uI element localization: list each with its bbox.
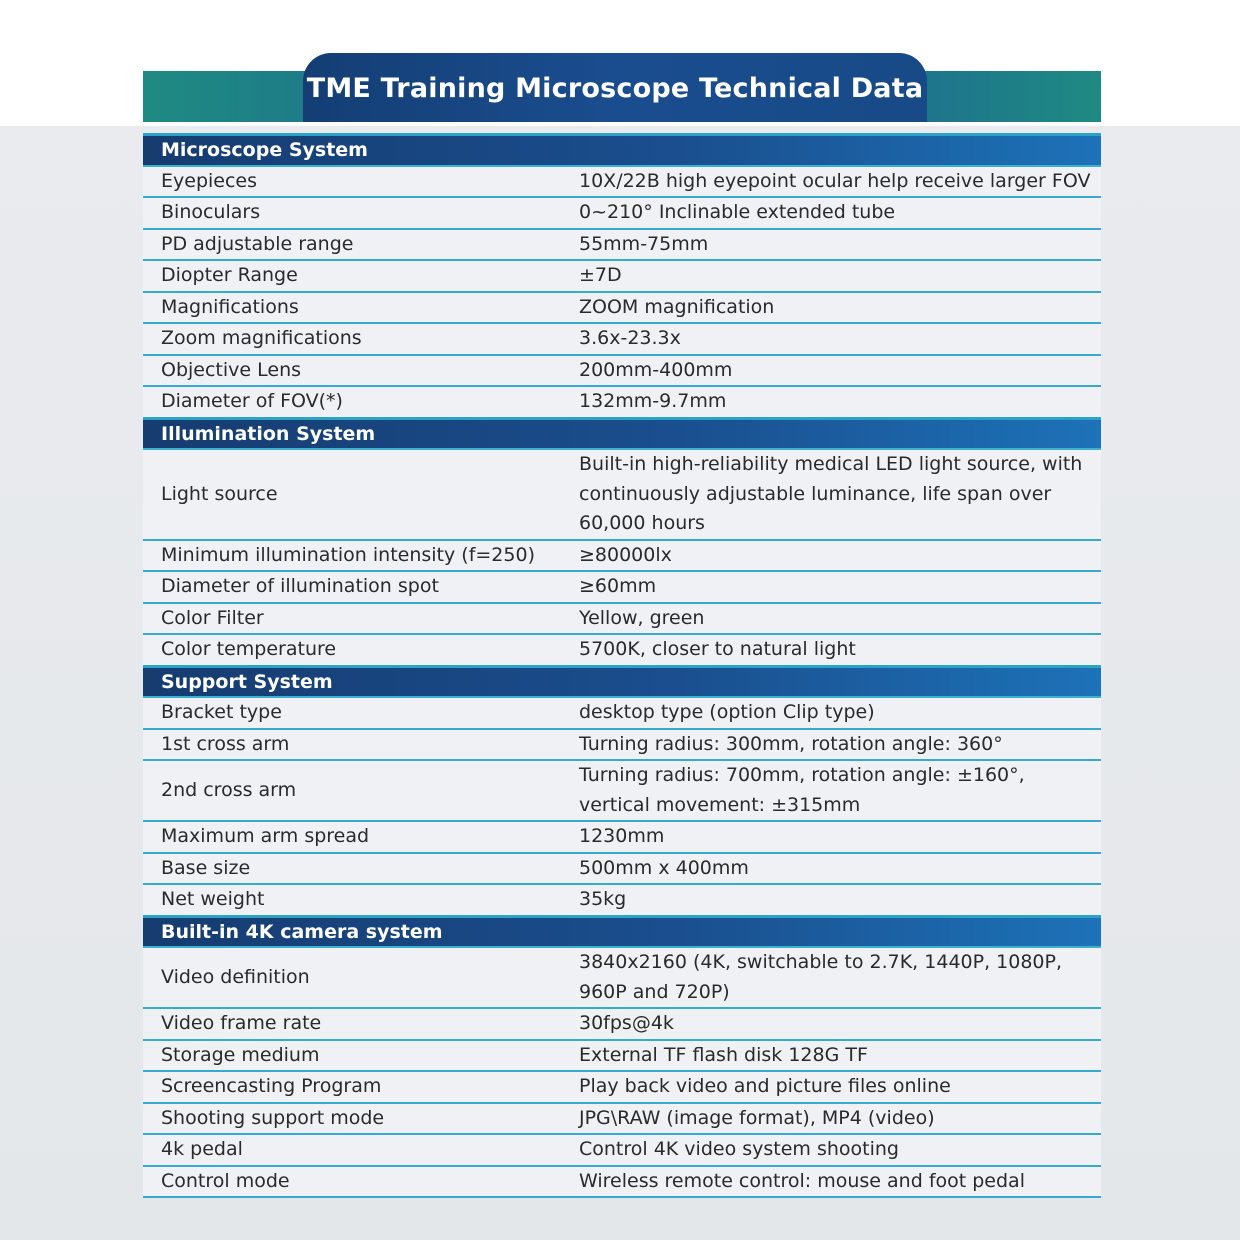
table-row	[143, 1040, 1101, 1072]
spec-value: Wireless remote control: mouse and foot pedal	[561, 1166, 1101, 1198]
spec-label: Screencasting Program	[143, 1071, 561, 1103]
section-title: Built-in 4K camera system	[143, 916, 1101, 947]
table-row	[143, 449, 1101, 540]
spec-label: Magnifications	[143, 292, 561, 324]
table-row	[143, 355, 1101, 387]
spec-value: 3.6x-23.3x	[561, 323, 1101, 355]
spec-value: 0~210° Inclinable extended tube	[561, 197, 1101, 229]
spec-label: Binoculars	[143, 197, 561, 229]
spec-label: Light source	[143, 449, 561, 540]
section-title: Illumination System	[143, 418, 1101, 449]
spec-label: Diameter of FOV(*)	[143, 386, 561, 418]
spec-value: Built-in high-reliability medical LED light source, with continuously adjustable luminance, life span over 60,000 hours	[561, 449, 1101, 540]
spec-value: 500mm x 400mm	[561, 853, 1101, 885]
table-row	[143, 386, 1101, 418]
spec-value: Turning radius: 300mm, rotation angle: 360°	[561, 729, 1101, 761]
table-row	[143, 760, 1101, 821]
spec-value: 55mm-75mm	[561, 229, 1101, 261]
spec-value: desktop type (option Clip type)	[561, 697, 1101, 729]
spec-label: Diopter Range	[143, 260, 561, 292]
spec-value: JPG\RAW (image format), MP4 (video)	[561, 1103, 1101, 1135]
spec-label: Net weight	[143, 884, 561, 916]
spec-value: External TF flash disk 128G TF	[561, 1040, 1101, 1072]
spec-label: Zoom magnifications	[143, 323, 561, 355]
spec-label: PD adjustable range	[143, 229, 561, 261]
spec-label: Eyepieces	[143, 166, 561, 198]
table-row	[143, 229, 1101, 261]
table-row	[143, 166, 1101, 198]
spec-label: Minimum illumination intensity (f=250)	[143, 540, 561, 572]
spec-label: Video frame rate	[143, 1008, 561, 1040]
table-row	[143, 540, 1101, 572]
table-row	[143, 1071, 1101, 1103]
spec-label: Objective Lens	[143, 355, 561, 387]
table-row	[143, 947, 1101, 1008]
section-title: Microscope System	[143, 135, 1101, 166]
spec-value: 10X/22B high eyepoint ocular help receive larger FOV	[561, 166, 1101, 198]
spec-label: Diameter of illumination spot	[143, 571, 561, 603]
spec-value: 3840x2160 (4K, switchable to 2.7K, 1440P, 1080P, 960P and 720P)	[561, 947, 1101, 1008]
spec-table	[143, 133, 1101, 1198]
table-row	[143, 697, 1101, 729]
table-row	[143, 1134, 1101, 1166]
spec-label: 4k pedal	[143, 1134, 561, 1166]
table-row	[143, 1103, 1101, 1135]
table-row	[143, 1166, 1101, 1198]
spec-value: 35kg	[561, 884, 1101, 916]
spec-value: Play back video and picture files online	[561, 1071, 1101, 1103]
spec-value: 30fps@4k	[561, 1008, 1101, 1040]
table-row	[143, 634, 1101, 666]
spec-value: 5700K, closer to natural light	[561, 634, 1101, 666]
table-row	[143, 853, 1101, 885]
table-row	[143, 884, 1101, 916]
spec-value: ZOOM magnification	[561, 292, 1101, 324]
spec-label: Color Filter	[143, 603, 561, 635]
spec-label: Maximum arm spread	[143, 821, 561, 853]
table-row	[143, 603, 1101, 635]
spec-value: Yellow, green	[561, 603, 1101, 635]
spec-label: Control mode	[143, 1166, 561, 1198]
section-header	[143, 135, 1101, 166]
table-row	[143, 292, 1101, 324]
table-row	[143, 197, 1101, 229]
table-row	[143, 821, 1101, 853]
spec-label: Shooting support mode	[143, 1103, 561, 1135]
section-header	[143, 916, 1101, 947]
table-row	[143, 323, 1101, 355]
spec-value: 132mm-9.7mm	[561, 386, 1101, 418]
page-title: TME Training Microscope Technical Data	[306, 73, 924, 104]
spec-value: ≥80000lx	[561, 540, 1101, 572]
spec-table-body	[143, 135, 1101, 1198]
spec-label: Bracket type	[143, 697, 561, 729]
spec-label: 1st cross arm	[143, 729, 561, 761]
table-row	[143, 729, 1101, 761]
table-row	[143, 571, 1101, 603]
spec-label: Base size	[143, 853, 561, 885]
spec-value: ≥60mm	[561, 571, 1101, 603]
spec-value: ±7D	[561, 260, 1101, 292]
spec-value: 200mm-400mm	[561, 355, 1101, 387]
spec-value: Control 4K video system shooting	[561, 1134, 1101, 1166]
header-tab	[303, 53, 927, 122]
table-row	[143, 1008, 1101, 1040]
spec-label: Color temperature	[143, 634, 561, 666]
spec-value: Turning radius: 700mm, rotation angle: ±160°, vertical movement: ±315mm	[561, 760, 1101, 821]
spec-value: 1230mm	[561, 821, 1101, 853]
table-row	[143, 260, 1101, 292]
spec-label: Storage medium	[143, 1040, 561, 1072]
spec-label: 2nd cross arm	[143, 760, 561, 821]
section-header	[143, 666, 1101, 697]
section-title: Support System	[143, 666, 1101, 697]
spec-label: Video definition	[143, 947, 561, 1008]
section-header	[143, 418, 1101, 449]
